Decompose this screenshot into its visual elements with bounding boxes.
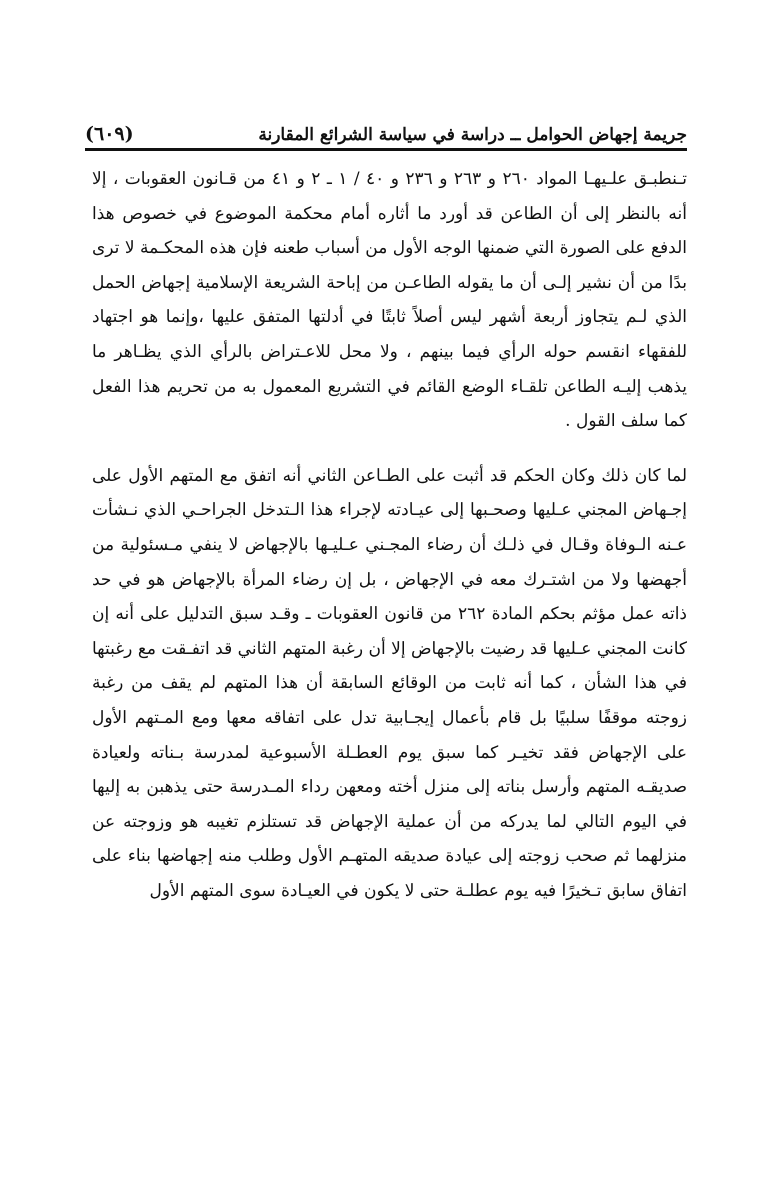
body-text (92, 162, 687, 908)
running-header (85, 113, 687, 145)
paragraph-1: تـنطبـق علـيهـا المواد ٢٦٠ و ٢٦٣ و ٢٣٦ و ٤٠ / ١ ـ ٢ و ٤١ من قـانون العقوبات ، إلا أنه بالنظر إلى أن الطاعن قد أورد ما أثاره أمام محكمة الموضوع في خصوص هذا الدفع على الصورة التي ضمنها الوجه الأول من أسباب طعنه فإن هذه المحكـمة لا ترى بدًا من أن نشير إلـى أن ما يقوله الطاعـن من إباحة الشريعة الإسلامية إجهاض الحمل الذي لـم يتجاوز أربعة أشهر ليس أصلاً ثابتًا في أدلتها المتفق عليها ،وإنما هو اجتهاد للفقهاء انقسم حوله الرأي فيما بينهم ، ولا محل للاعـتراض بالرأي الذي يظـاهر ما يذهب إليـه الطاعن تلقـاء الوضع القائم في التشريع المعمول به من تحريم هذا الفعل كما سلف القول . (92, 169, 687, 432)
header-rule (85, 148, 687, 151)
page-number: (٦٠٩) (85, 123, 134, 145)
header-title: جريمة إجهاض الحوامل ــ دراسة في سياسة الشرائع المقارنة (258, 125, 687, 145)
paragraph-2: لما كان ذلك وكان الحكم قد أثبت على الطـاعن الثاني أنه اتفق مع المتهم الأول على إجـهاض المجني عـليها وصحـبها إلى عيـادته لإجراء هذا الـتدخل الجراحـي الذي نـشأت عـنه الـوفاة وقـال في ذلـك أن رضاء المجـني عـليـها بالإجهاض لا ينفي مـسئولية من أجهضها ولا من اشتـرك معه في الإجهاض ، بل إن رضاء المرأة بالإجهاض هو في حد ذاته عمل مؤثم بحكم المادة ٢٦٢ من قانون العقوبات ـ وقـد سبق التدليل على أنه إن كانت المجني عـليها قد رضيت بالإجهاض إلا أن رغبة المتهم الثاني قد اتفـقت مع رغبتها في هذا الشأن ، كما أنه ثابت من الوقائع السابقة أن هذا المتهم لم يقف من رغبة زوجته موقفًا سلبيًا بل قام بأعمال إيجـابية تدل على اتفاقه معها ومع المـتهم الأول على الإجهاض فقد تخيـر كما سبق يوم العطـلة الأسبوعية لمدرسة بـناته ولعيادة صديقـه المتهم وأرسل بناته إلى منزل أخته ومعهن رداء المـدرسة حتى يذهبن به إليها في اليوم التالي لما يدركه من أن عملية الإجهاض قد تستلزم تغيبه هو وزوجته عن منزلهما ثم صحب زوجته إلى عيادة صديقه المتهـم الأول وطلب منه إجهاضها بناء على اتفاق سابق تـخيرًا فيه يوم عطلـة حتى لا يكون في العيـادة سوى المتهم الأول (92, 465, 687, 901)
